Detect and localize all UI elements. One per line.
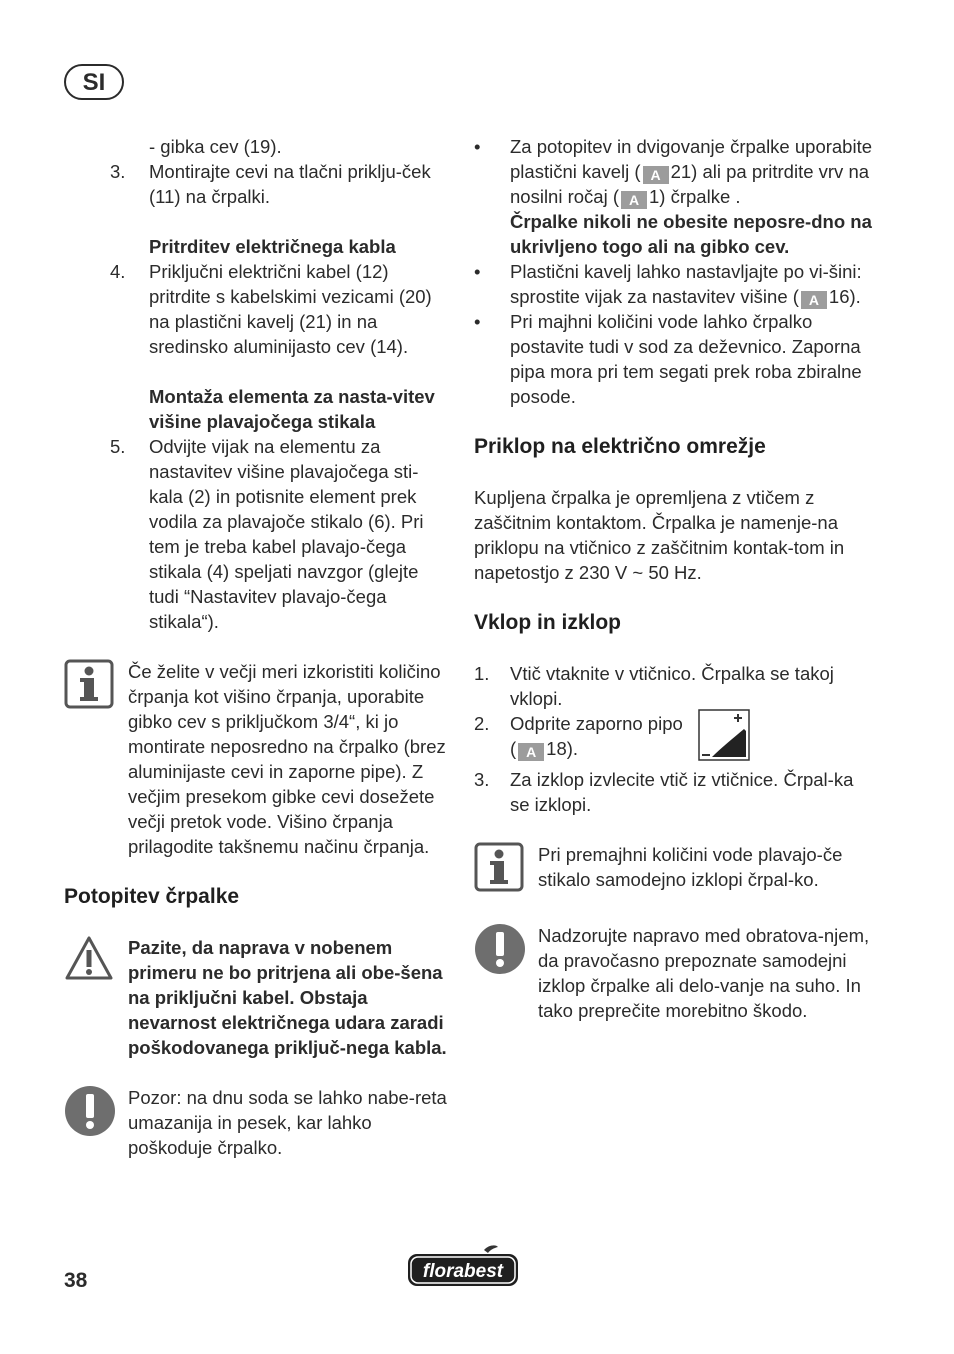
bullet-item-height [474, 259, 874, 309]
item-number: 3. [110, 161, 126, 182]
step-1 [474, 661, 874, 711]
step-text: 18). [546, 738, 579, 759]
warning-icon [64, 935, 128, 1060]
heading-power: Priklop na električno omrežje [474, 435, 766, 458]
step-number: 3. [474, 769, 490, 790]
item-text: Montirajte cevi na tlačni priklju-ček (11) na črpalki. [149, 161, 431, 207]
bullet-text: Za potopitev in dvigovanje črpalke uporabite plastični kavelj ( [510, 136, 873, 182]
item-number: 5. [110, 436, 126, 457]
info-note [64, 659, 454, 859]
heading-switch: Vklop in izklop [474, 611, 622, 634]
caution-text: Nadzorujte napravo med obratova-njem, da pravočasno prepoznate samodejni izklop črpalke ali delo-vanje na suho. In tako preprečite morebitno škodo. [538, 925, 870, 1021]
figure-ref-badge: A [643, 166, 669, 184]
list-item-3 [64, 159, 454, 209]
step-text: Odprite zaporno pipo [510, 713, 683, 734]
bullet-warning-text: Črpalke nikoli ne obesite neposre-dno na ukrivljeno togo ali na gibko cev. [510, 211, 872, 257]
bullet-text: 1) črpalke . [649, 186, 741, 207]
step-text: Vtič vtaknite v vtičnico. Črpalka se takoj vklopi. [510, 663, 834, 709]
item-number: 4. [110, 261, 126, 282]
right-column [474, 134, 874, 1023]
info-text: Če želite v večji meri izkoristiti količino črpanja kot višino črpanja, uporabite gibko cev s priključkom 3/4“, ki jo montirate neposredno na črpalko (brez aluminijaste cevi in zaporne pipe). Z večjim presekom gibke cevi dosežete večji pretok vode. Višino črpanja prilagodite takšnemu načinu črpanja. [128, 661, 446, 857]
caution-note [474, 923, 874, 1023]
hose-text: - gibka cev (19). [149, 136, 282, 157]
bullet-item-hook [474, 134, 874, 259]
left-column [64, 134, 454, 1160]
bullet-text: 16). [828, 286, 861, 307]
info-text: Pri premajhni količini vode plavajo-če stikalo samodejno izklopi črpal-ko. [538, 844, 843, 890]
bullet-text: Plastični kavelj lahko nastavljajte po vi-šini: sprostite vijak za nastavitev višine ( [510, 261, 862, 307]
step-2 [474, 711, 874, 767]
brand-text: florabest [422, 1261, 504, 1282]
power-text: Kupljena črpalka je opremljena z vtičem z zaščitnim kontaktom. Črpalka je namenje-na priklopu na vtičnico z zaščitnim kontak-tom in napetostjo z 230 V ~ 50 Hz. [474, 487, 845, 583]
language-code: SI [82, 68, 106, 96]
bullet-item-barrel [474, 309, 874, 409]
caution-note [64, 1085, 454, 1160]
info-note [474, 842, 874, 898]
step-text: ( [510, 738, 517, 759]
item-text: Priključni električni kabel (12) pritrdite s kabelskimi vezicami (20) na plastični kavelj (21) in na sredinsko aluminijasto cev (14). [149, 261, 432, 357]
subheading-cable: Pritrditev električnega kabla [149, 236, 396, 257]
list-item-4 [64, 259, 454, 359]
florabest-logo [406, 1244, 520, 1296]
step-number: 1. [474, 663, 490, 684]
figure-ref-badge: A [621, 191, 647, 209]
language-badge [64, 64, 124, 100]
heading-submerge: Potopitev črpalke [64, 885, 240, 908]
info-icon [64, 659, 128, 859]
figure-ref-badge: A [801, 291, 827, 309]
item-text: Odvijte vijak na elementu za nastavitev višine plavajočega sti-kala (2) in potisnite element prek vodila za plavajoče stikalo (6). Pri tem je treba kabel plavajo-čega stikala (4) speljati navzgor (glejte tudi “Nastavitev plavajo-čega stikala“). [149, 436, 424, 632]
bullet-text: 21) ali pa pritrdite vrv na nosilni ročaj ( [510, 161, 870, 207]
step-number: 2. [474, 713, 490, 734]
warning-note [64, 935, 454, 1060]
page-number: 38 [64, 1269, 88, 1292]
caution-text: Pozor: na dnu soda se lahko nabe-reta umazanija in pesek, kar lahko poškoduje črpalko. [128, 1087, 447, 1158]
info-icon [474, 842, 538, 898]
exclamation-icon [474, 923, 538, 1023]
exclamation-icon [64, 1085, 128, 1160]
figure-ref-badge: A [518, 743, 544, 761]
bullet: • [474, 311, 481, 332]
bullet: • [474, 136, 481, 157]
list-item-5 [64, 434, 454, 634]
valve-open-icon [698, 709, 750, 767]
bullet-text: Pri majhni količini vode lahko črpalko postavite tudi v sod za deževnico. Zaporna pipa mora pri tem segati prek roba zbiralne posode. [510, 311, 862, 407]
bullet: • [474, 261, 481, 282]
step-3 [474, 767, 874, 817]
warning-text: Pazite, da naprava v nobenem primeru ne bo pritrjena ali obe-šena na priključni kabel. Obstaja nevarnost električnega udara zaradi poškodovanega priključ-nega kabla. [128, 937, 447, 1058]
step-text: Za izklop izvlecite vtič iz vtičnice. Črpal-ka se izklopi. [510, 769, 854, 815]
list-item-hose [64, 134, 454, 159]
subheading-float-switch: Montaža elementa za nasta-vitev višine plavajočega stikala [149, 386, 435, 432]
